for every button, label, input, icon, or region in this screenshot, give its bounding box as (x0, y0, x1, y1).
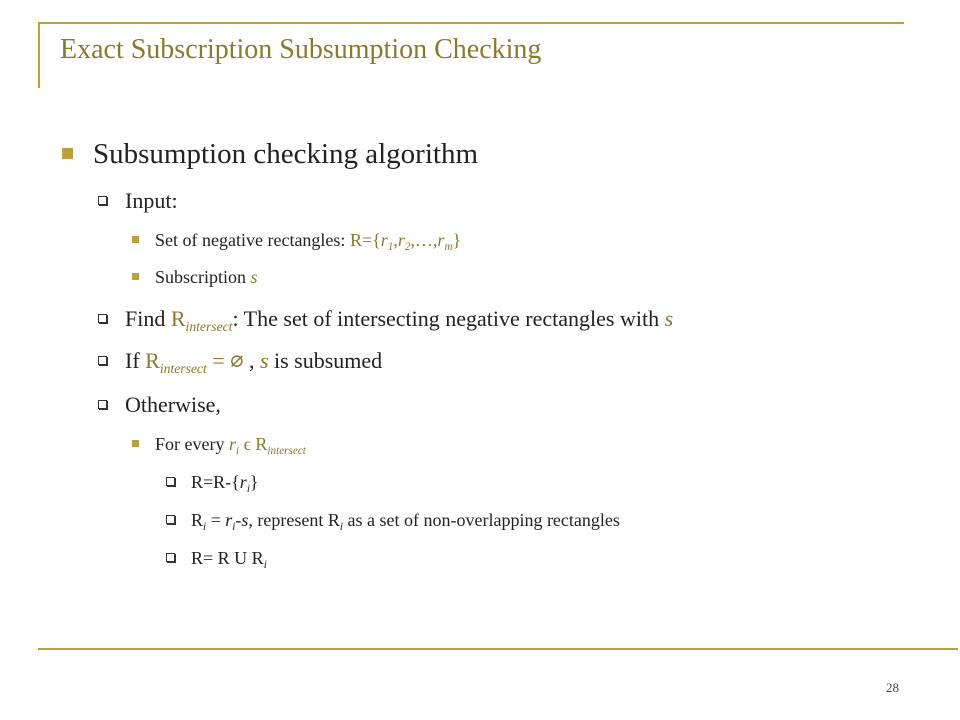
r-intersect: $R_{intersect}$ (170, 306, 233, 334)
for-every-formula: $r_i$ ϵ $R_{intersect}$ (228, 434, 306, 457)
set-formula: $R=\{r_1,r_2,\dots,r_m\}$ (349, 230, 462, 253)
square-bullet-icon (62, 148, 73, 159)
left-rule (38, 22, 40, 88)
step-union: R= R U $R_i$ (166, 548, 267, 569)
square-bullet-icon (132, 273, 139, 280)
top-rule (38, 22, 904, 24)
for-every-item: For every $r_i$ ϵ $R_{intersect}$ (132, 434, 306, 455)
bottom-rule (38, 648, 958, 650)
square-bullet-icon (132, 440, 139, 447)
set-item (132, 230, 461, 251)
checkbox-bullet-icon (166, 515, 175, 524)
r-intersect: $R_{intersect}$ = ∅ (145, 348, 244, 376)
page-number: 28 (886, 680, 899, 695)
subscription-s: s (250, 267, 258, 287)
input-item (98, 188, 178, 214)
checkbox-bullet-icon (98, 314, 107, 323)
slide-title: Exact Subscription Subsumption Checking (60, 34, 542, 65)
find-item: Find $R_{intersect}$: The set of intersecting negative rectangles with s (98, 306, 673, 332)
checkbox-bullet-icon (98, 400, 107, 409)
set-prefix: Set of negative rectangles: (155, 230, 350, 250)
level1-text: Subsumption checking algorithm (93, 138, 479, 170)
step-remove: $R=R-\{r_i\}$ (166, 472, 259, 493)
subscription-prefix: Subscription (155, 267, 251, 287)
if-item: If $R_{intersect}$ = ∅ , s is subsumed (98, 348, 382, 374)
checkbox-bullet-icon (98, 196, 107, 205)
subscription-item (132, 267, 258, 288)
input-label: Input: (125, 188, 178, 213)
checkbox-bullet-icon (98, 356, 107, 365)
otherwise-item: Otherwise, (98, 392, 221, 418)
empty-set-symbol: ∅ (230, 349, 244, 374)
bullet-level1 (62, 138, 478, 171)
checkbox-bullet-icon (166, 553, 175, 562)
step-represent: $R_i = r_i-s$, represent $R_i$ as a set of non-overlapping rectangles (166, 510, 620, 531)
square-bullet-icon (132, 236, 139, 243)
checkbox-bullet-icon (166, 477, 175, 486)
